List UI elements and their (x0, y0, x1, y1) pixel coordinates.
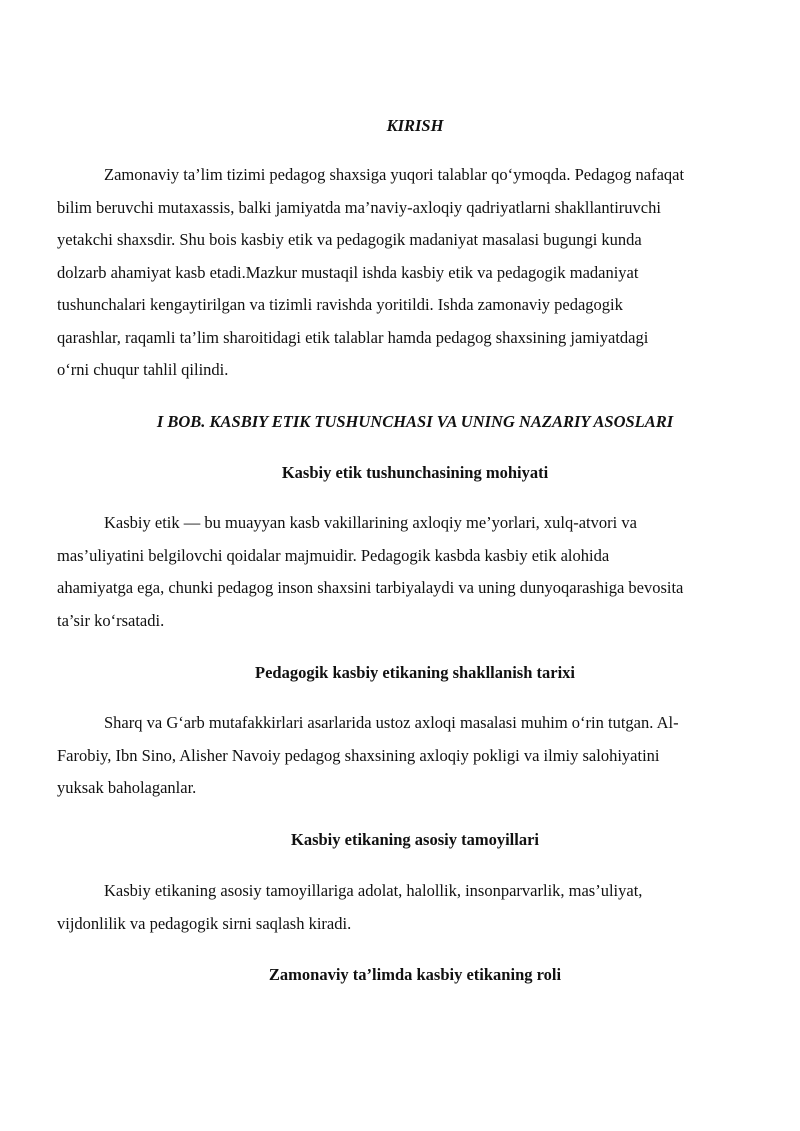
text-line: Zamonaviy ta’lim tizimi pedagog shaxsiga yuqori talablar qo‘ymoqda. Pedagog nafaqat (104, 165, 685, 184)
text-line: Kasbiy etik — bu muayyan kasb vakillarining axloqiy me’yorlari, xulq-atvori va (104, 513, 637, 532)
section2-paragraph (57, 707, 773, 805)
text-line: yuksak baholaganlar. (57, 778, 197, 797)
text-line: qarashlar, raqamli ta’lim sharoitidagi etik talablar hamda pedagog shaxsining jamiyatdagi (57, 327, 649, 347)
text-line: vijdonlilik va pedagogik sirni saqlash kiradi. (57, 913, 352, 933)
text-line: Sharq va G‘arb mutafakkirlari asarlarida ustoz axloqi masalasi muhim o‘rin tutgan. Al- (104, 713, 679, 732)
section-title-tarixi: Pedagogik kasbiy etikaning shakllanish tarixi (254, 663, 575, 682)
text-line: tushunchalari kengaytirilgan va tizimli ravishda yoritildi. Ishda zamonaviy pedagogik (57, 295, 623, 314)
section3-paragraph (57, 875, 773, 940)
text-line: dolzarb ahamiyat kasb etadi.Mazkur mustaqil ishda kasbiy etik va pedagogik madaniyat (57, 262, 639, 282)
text-line: o‘rni chuqur tahlil qilindi. (57, 360, 229, 379)
section-title-tamoyillari: Kasbiy etikaning asosiy tamoyillari (291, 830, 539, 849)
section1-paragraph (57, 507, 773, 637)
text-line: Farobiy, Ibn Sino, Alisher Navoiy pedagog shaxsining axloqiy pokligi va ilmiy salohiyatini (57, 745, 660, 765)
text-line: ta’sir ko‘rsatadi. (57, 610, 165, 630)
text-line: Kasbiy etikaning asosiy tamoyillariga adolat, halollik, insonparvarlik, mas’uliyat, (104, 881, 643, 900)
text-line: bilim beruvchi mutaxassis, balki jamiyatda ma’naviy-axloqiy qadriyatlarni shakllantiruvchi (57, 197, 661, 217)
chapter-title: I BOB. KASBIY ETIK TUSHUNCHASI VA UNING NAZARIY ASOSLARI (156, 412, 674, 431)
section-title-roli: Zamonaviy ta’limda kasbiy etikaning roli (268, 965, 562, 984)
text-line: ahamiyatga ega, chunki pedagog inson shaxsini tarbiyalaydi va uning dunyoqarashiga bevosita (57, 578, 684, 597)
section-title-mohiyati: Kasbiy etik tushunchasining mohiyati (281, 463, 549, 482)
text-line: yetakchi shaxsdir. Shu bois kasbiy etik va pedagogik madaniyat masalasi bugungi kunda (57, 230, 642, 249)
intro-title: KIRISH (386, 116, 444, 135)
intro-paragraph (57, 159, 773, 387)
text-line: mas’uliyatini belgilovchi qoidalar majmuidir. Pedagogik kasbda kasbiy etik alohida (57, 545, 610, 565)
